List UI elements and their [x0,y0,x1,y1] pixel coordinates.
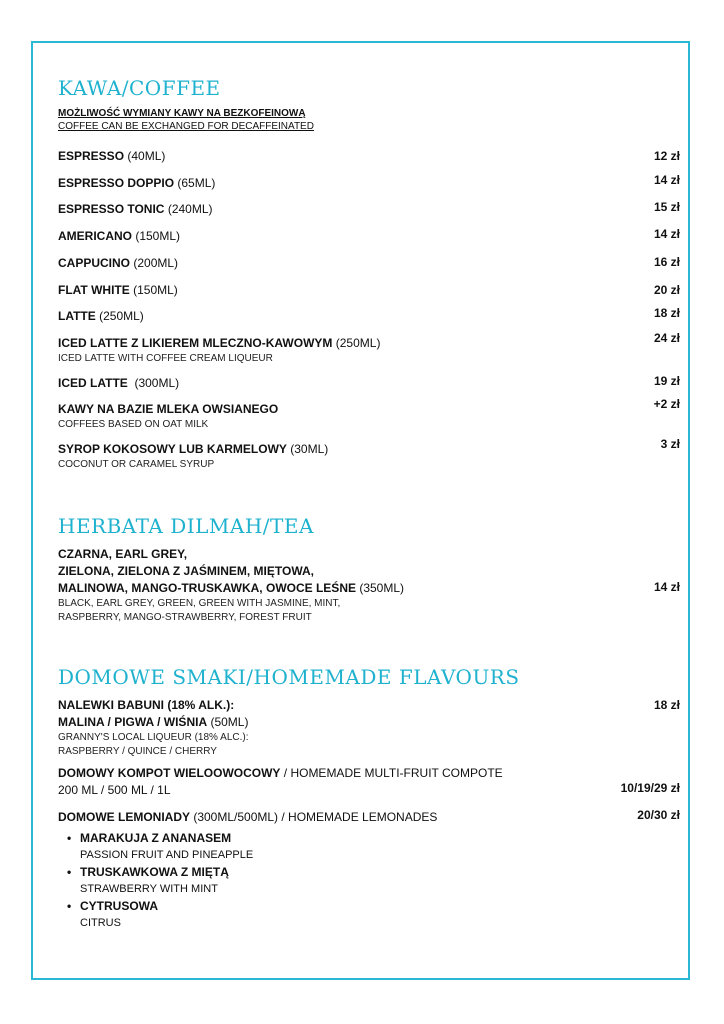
item-name: KAWY NA BAZIE MLEKA OWSIANEGO [58,402,279,416]
tea-list [58,546,682,625]
lemonade-suffix: (300ML/500ML) / HOMEMADE LEMONADES [190,810,438,824]
item-name: ESPRESSO [58,149,125,163]
item-price: 24 zł [653,331,680,345]
list-item [58,830,682,864]
item-price: 14 zł [653,173,680,187]
flavour-subtitle: CITRUS [80,917,121,929]
item-price: 20 zł [653,283,680,297]
item-name: AMERICANO [58,229,132,243]
item-price: 15 zł [653,200,680,214]
item-subtitle: ICED LATTE WITH COFFEE CREAM LIQUEUR [58,353,273,364]
homemade-title: DOMOWE SMAKI/HOMEMADE FLAVOURS [58,665,520,689]
menu-item-syrup [58,437,682,475]
coffee-title: KAWA/COFFEE [58,76,221,100]
menu-item-oat-milk [58,397,682,441]
list-item [58,898,682,932]
item-name: LATTE [58,309,96,323]
item-name: CAPPUCINO [58,256,131,270]
item-price: 14 zł [653,227,680,241]
item-name: FLAT WHITE [58,283,130,297]
tea-line-3: MALINOWA, MANGO-TRUSKAWKA, OWOCE LEŚNE [58,581,356,595]
tea-subtitle-2: RASPBERRY, MANGO-STRAWBERRY, FOREST FRUIT [58,612,312,623]
menu-item-lemonade [58,809,682,932]
item-price: 12 zł [653,149,680,163]
flavour-name: MARAKUJA Z ANANASEM [80,831,232,845]
item-size: (200ML) [130,256,179,270]
decaf-note-en: COFFEE CAN BE EXCHANGED FOR DECAFFEINATED [58,121,314,132]
item-price: 19 zł [653,374,680,388]
item-price: 18 zł [653,306,680,320]
compote-name: DOMOWY KOMPOT WIELOOWOCOWY [58,766,281,780]
item-name: ESPRESSO TONIC [58,202,165,216]
item-price: 20/30 zł [637,808,680,822]
liqueur-subtitle-1: GRANNY'S LOCAL LIQUEUR (18% ALC.): [58,732,249,743]
menu-item-tea [58,546,682,625]
item-name: ESPRESSO DOPPIO [58,176,175,190]
liqueur-subtitle-2: RASPBERRY / QUINCE / CHERRY [58,746,217,757]
flavour-subtitle: STRAWBERRY WITH MINT [80,883,218,895]
menu-item-compote [58,765,682,809]
menu-item-liqueur [58,697,682,765]
menu-item-espresso-tonic [58,201,682,228]
item-size: (150ML) [129,283,178,297]
flavour-subtitle: PASSION FRUIT AND PINEAPPLE [80,849,254,861]
bullet-icon: • [67,899,72,913]
compote-suffix: / HOMEMADE MULTI-FRUIT COMPOTE [280,766,503,780]
item-price: 18 zł [653,698,680,712]
menu-item-cappucino [58,255,682,282]
bullet-icon: • [67,865,72,879]
menu-item-iced-latte-liqueur [58,331,682,375]
menu-item-espresso [58,148,682,175]
menu-item-flat-white [58,282,682,308]
lemonade-name: DOMOWE LEMONIADY [58,810,190,824]
bullet-icon: • [67,831,72,845]
flavour-name: TRUSKAWKOWA Z MIĘTĄ [80,865,229,879]
homemade-section [58,665,682,689]
item-size: (50ML) [207,715,249,729]
item-price: 16 zł [653,255,680,269]
item-size: (250ML) [95,309,144,323]
item-size: (65ML) [174,176,216,190]
item-name: ICED LATTE [58,376,128,390]
tea-section [58,514,682,538]
item-size: (30ML) [286,442,329,456]
lemonade-flavour-list [58,830,682,932]
coffee-section [58,76,682,133]
item-size: (240ML) [164,202,213,216]
flavour-name: CYTRUSOWA [80,899,158,913]
decaf-note-pl: MOŻLIWOŚĆ WYMIANY KAWY NA BEZKOFEINOWĄ [58,108,306,119]
item-price: 3 zł [660,437,680,451]
menu-item-americano [58,228,682,255]
menu-item-latte [58,308,682,335]
item-price: 10/19/29 zł [620,781,680,795]
list-item [58,864,682,898]
item-size: (150ML) [132,229,181,243]
homemade-list [58,697,682,932]
item-size: (40ML) [124,149,166,163]
liqueur-line-2: MALINA / PIGWA / WIŚNIA [58,715,208,729]
coffee-list [58,148,682,475]
item-size: (250ML) [332,336,381,350]
item-size: (350ML) [355,581,405,595]
tea-line-2: ZIELONA, ZIELONA Z JAŚMINEM, MIĘTOWA, [58,564,315,578]
item-name: SYROP KOKOSOWY LUB KARMELOWY [58,442,287,456]
item-size: (300ML) [127,376,180,390]
liqueur-line-1: NALEWKI BABUNI (18% ALK.): [58,698,235,712]
item-subtitle: COFFEES BASED ON OAT MILK [58,419,209,430]
menu-item-iced-latte [58,375,682,401]
menu-item-espresso-doppio [58,175,682,201]
item-price: 14 zł [653,580,680,594]
item-subtitle: COCONUT OR CARAMEL SYRUP [58,459,215,470]
compote-sizes: 200 ML / 500 ML / 1L [58,783,171,797]
item-name: ICED LATTE Z LIKIEREM MLECZNO-KAWOWYM [58,336,333,350]
tea-line-1: CZARNA, EARL GREY, [58,547,188,561]
tea-title: HERBATA DILMAH/TEA [58,514,314,538]
item-price: +2 zł [653,397,680,411]
tea-subtitle-1: BLACK, EARL GREY, GREEN, GREEN WITH JASMINE, MINT, [58,598,341,609]
